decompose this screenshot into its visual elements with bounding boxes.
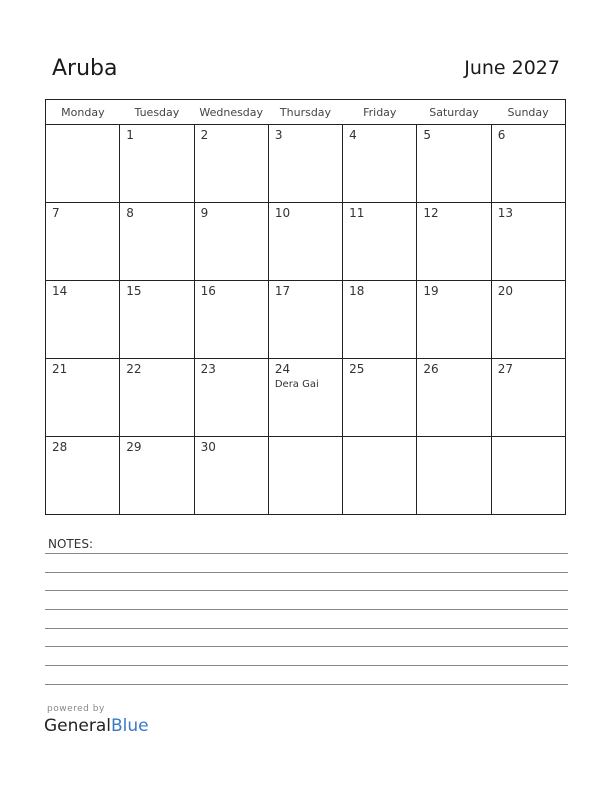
day-cell	[343, 125, 417, 203]
day-number: 9	[200, 206, 209, 220]
day-cell	[417, 203, 491, 281]
day-cell	[417, 125, 491, 203]
day-cell	[268, 359, 342, 437]
day-number: 10	[274, 206, 291, 220]
day-number: 14	[52, 284, 68, 298]
day-cell	[120, 281, 194, 359]
day-cell	[268, 437, 342, 515]
note-line	[45, 590, 568, 591]
day-number: 28	[52, 440, 68, 454]
calendar-grid	[45, 99, 566, 515]
note-line	[45, 553, 568, 554]
day-number: 21	[52, 362, 68, 376]
day-number: 24	[274, 362, 291, 376]
day-number: 19	[423, 284, 439, 298]
day-number: 13	[497, 206, 513, 220]
day-cell	[120, 203, 194, 281]
weekday-header: Friday	[343, 100, 417, 125]
day-cell	[268, 125, 342, 203]
day-number: 12	[423, 206, 439, 220]
day-number: 25	[349, 362, 365, 376]
day-number: 22	[126, 362, 142, 376]
day-cell	[491, 281, 565, 359]
day-number: 18	[349, 284, 365, 298]
day-cell	[46, 359, 120, 437]
note-line	[45, 684, 568, 685]
day-cell	[268, 281, 342, 359]
day-number: 15	[126, 284, 142, 298]
day-cell	[120, 125, 194, 203]
day-number: 16	[200, 284, 216, 298]
weekday-header: Tuesday	[120, 100, 194, 125]
day-cell	[268, 203, 342, 281]
day-cell	[343, 281, 417, 359]
day-number: 27	[497, 362, 513, 376]
weekday-header-row	[46, 100, 566, 125]
week-row	[46, 281, 566, 359]
week-row	[46, 437, 566, 515]
day-number: 2	[200, 128, 209, 142]
day-cell	[491, 203, 565, 281]
day-number: 4	[349, 128, 357, 142]
weekday-header: Sunday	[491, 100, 565, 125]
day-number: 5	[423, 128, 432, 142]
day-number: 20	[497, 284, 513, 298]
weekday-header: Thursday	[268, 100, 342, 125]
day-cell	[491, 437, 565, 515]
day-cell	[417, 281, 491, 359]
note-line	[45, 646, 568, 647]
day-cell	[46, 437, 120, 515]
day-cell	[343, 359, 417, 437]
month-year-title: June 2027	[464, 57, 560, 79]
day-cell	[194, 437, 268, 515]
powered-by-label: powered by	[47, 704, 105, 714]
weekday-header: Monday	[46, 100, 120, 125]
day-cell	[194, 125, 268, 203]
day-cell	[343, 437, 417, 515]
day-cell	[491, 359, 565, 437]
day-number: 1	[126, 128, 134, 142]
day-number: 26	[423, 362, 439, 376]
week-row	[46, 359, 566, 437]
week-row	[46, 203, 566, 281]
day-cell	[194, 359, 268, 437]
note-line	[45, 628, 568, 629]
day-number: 7	[52, 206, 60, 220]
day-cell	[417, 359, 491, 437]
brand-logo	[44, 716, 149, 736]
brand-blue: Blue	[111, 716, 149, 736]
weekday-header: Saturday	[417, 100, 491, 125]
brand-general: General	[44, 716, 111, 736]
day-cell	[120, 359, 194, 437]
day-cell	[120, 437, 194, 515]
day-cell	[343, 203, 417, 281]
day-cell	[46, 125, 120, 203]
note-line	[45, 572, 568, 573]
weekday-header: Wednesday	[194, 100, 268, 125]
day-number: 11	[349, 206, 365, 220]
note-line	[45, 665, 568, 666]
day-number: 30	[200, 440, 216, 454]
week-row	[46, 125, 566, 203]
holiday-label: Dera Gai	[274, 379, 319, 390]
day-cell	[46, 281, 120, 359]
day-cell	[46, 203, 120, 281]
day-cell	[194, 281, 268, 359]
day-number: 17	[274, 284, 291, 298]
day-number: 3	[274, 128, 283, 142]
day-cell	[194, 203, 268, 281]
day-number: 23	[200, 362, 216, 376]
day-number: 8	[126, 206, 134, 220]
note-line	[45, 609, 568, 610]
day-cell	[417, 437, 491, 515]
day-cell	[491, 125, 565, 203]
day-number: 6	[497, 128, 506, 142]
notes-label: NOTES:	[48, 537, 93, 551]
country-title: Aruba	[52, 56, 118, 81]
day-number: 29	[126, 440, 142, 454]
